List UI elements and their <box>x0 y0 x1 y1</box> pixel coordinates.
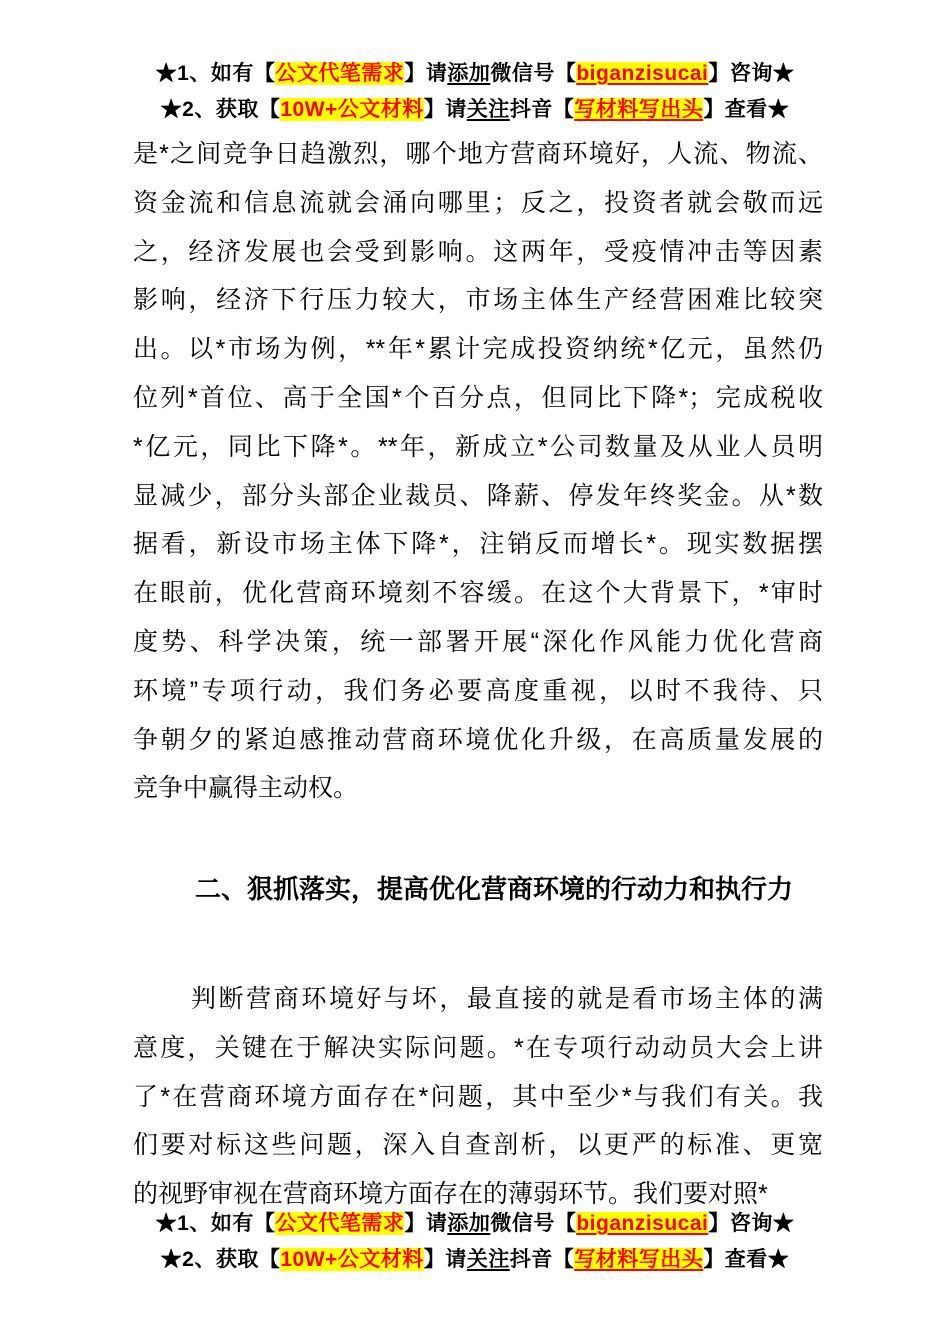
notice-segment: 10W+公文材料 <box>280 98 424 121</box>
text-line: 之，经济发展也会受到影响。这两年，受疫情冲击等因素 <box>133 237 823 266</box>
promo-footer <box>0 1206 950 1278</box>
text-line: 竞争中赢得主动权。 <box>133 774 359 803</box>
notice-segment: ★2、获取【 <box>160 1248 281 1271</box>
notice-segment: ★1、如有【 <box>155 62 276 85</box>
text-line: 资金流和信息流就会涌向哪里；反之，投资者就会敬而远 <box>133 188 823 217</box>
promo-footer-line-1 <box>0 1206 950 1242</box>
text-line: 位列*首位、高于全国*个百分点，但同比下降*；完成税收 <box>133 383 823 412</box>
text-line: 出。以*市场为例，**年*累计完成投资纳统*亿元，虽然仍 <box>133 335 823 364</box>
notice-segment: 】请 <box>423 98 467 121</box>
notice-segment: ★2、获取【 <box>160 98 281 121</box>
text-line: 是*之间竞争日趋激烈，哪个地方营商环境好，人流、物流、 <box>133 140 823 168</box>
section-heading: 二、狠抓落实，提高优化营商环境的行动力和执行力 <box>195 874 794 905</box>
promo-header-line-2 <box>0 92 950 128</box>
paragraph-continued <box>133 130 823 813</box>
notice-segment: 】请 <box>423 1248 467 1271</box>
paragraph-section-2 <box>133 975 823 1219</box>
notice-segment: biganzisucai <box>576 62 709 85</box>
text-line: 在眼前，优化营商环境刻不容缓。在这个大背景下，*审时 <box>133 579 823 608</box>
text-line: 争朝夕的紧迫感推动营商环境优化升级，在高质量发展的 <box>133 725 823 754</box>
text-line: 显减少，部分头部企业裁员、降薪、停发年终奖金。从*数 <box>133 481 823 510</box>
notice-segment: 抖音【 <box>509 1248 575 1271</box>
text-line: 们要对标这些问题，深入自查剖析，以更严的标准、更宽 <box>133 1131 823 1160</box>
notice-segment: 抖音【 <box>509 98 575 121</box>
text-line: 的视野审视在营商环境方面存在的薄弱环节。我们要对照* <box>133 1180 768 1209</box>
text-line: *亿元，同比下降*。**年，新成立*公司数量及从业人员明 <box>133 432 823 461</box>
notice-segment: 添加 <box>447 1212 491 1235</box>
notice-segment: 添加 <box>447 62 491 85</box>
notice-segment: 写材料写出头 <box>574 1248 704 1271</box>
document-body <box>133 130 823 1219</box>
text-line: 判断营商环境好与坏，最直接的就是看市场主体的满 <box>191 984 823 1013</box>
text-line: 环境”专项行动，我们务必要高度重视，以时不我待、只 <box>133 676 823 705</box>
notice-segment: 】请 <box>404 1212 448 1235</box>
text-line: 意度，关键在于解决实际问题。*在专项行动动员大会上讲 <box>133 1033 823 1062</box>
notice-segment: 】咨询★ <box>708 62 795 85</box>
text-line: 度势、科学决策，统一部署开展“深化作风能力优化营商 <box>133 627 823 656</box>
promo-header <box>0 56 950 128</box>
text-line: 了*在营商环境方面存在*问题，其中至少*与我们有关。我 <box>133 1082 823 1111</box>
notice-segment: 】请 <box>404 62 448 85</box>
text-line: 影响，经济下行压力较大，市场主体生产经营困难比较突 <box>133 286 823 315</box>
notice-segment: 10W+公文材料 <box>280 1248 424 1271</box>
notice-segment: 关注 <box>466 1248 510 1271</box>
promo-header-line-1 <box>0 56 950 92</box>
notice-segment: 微信号【 <box>490 1212 577 1235</box>
notice-segment: biganzisucai <box>576 1212 709 1235</box>
notice-segment: 】咨询★ <box>708 1212 795 1235</box>
notice-segment: 】查看★ <box>703 1248 790 1271</box>
notice-segment: 关注 <box>466 98 510 121</box>
notice-segment: 公文代笔需求 <box>275 62 405 85</box>
text-line: 据看，新设市场主体下降*，注销反而增长*。现实数据摆 <box>133 530 823 559</box>
promo-footer-line-2 <box>0 1242 950 1278</box>
notice-segment: 写材料写出头 <box>574 98 704 121</box>
notice-segment: 微信号【 <box>490 62 577 85</box>
notice-segment: 公文代笔需求 <box>275 1212 405 1235</box>
notice-segment: ★1、如有【 <box>155 1212 276 1235</box>
notice-segment: 】查看★ <box>703 98 790 121</box>
